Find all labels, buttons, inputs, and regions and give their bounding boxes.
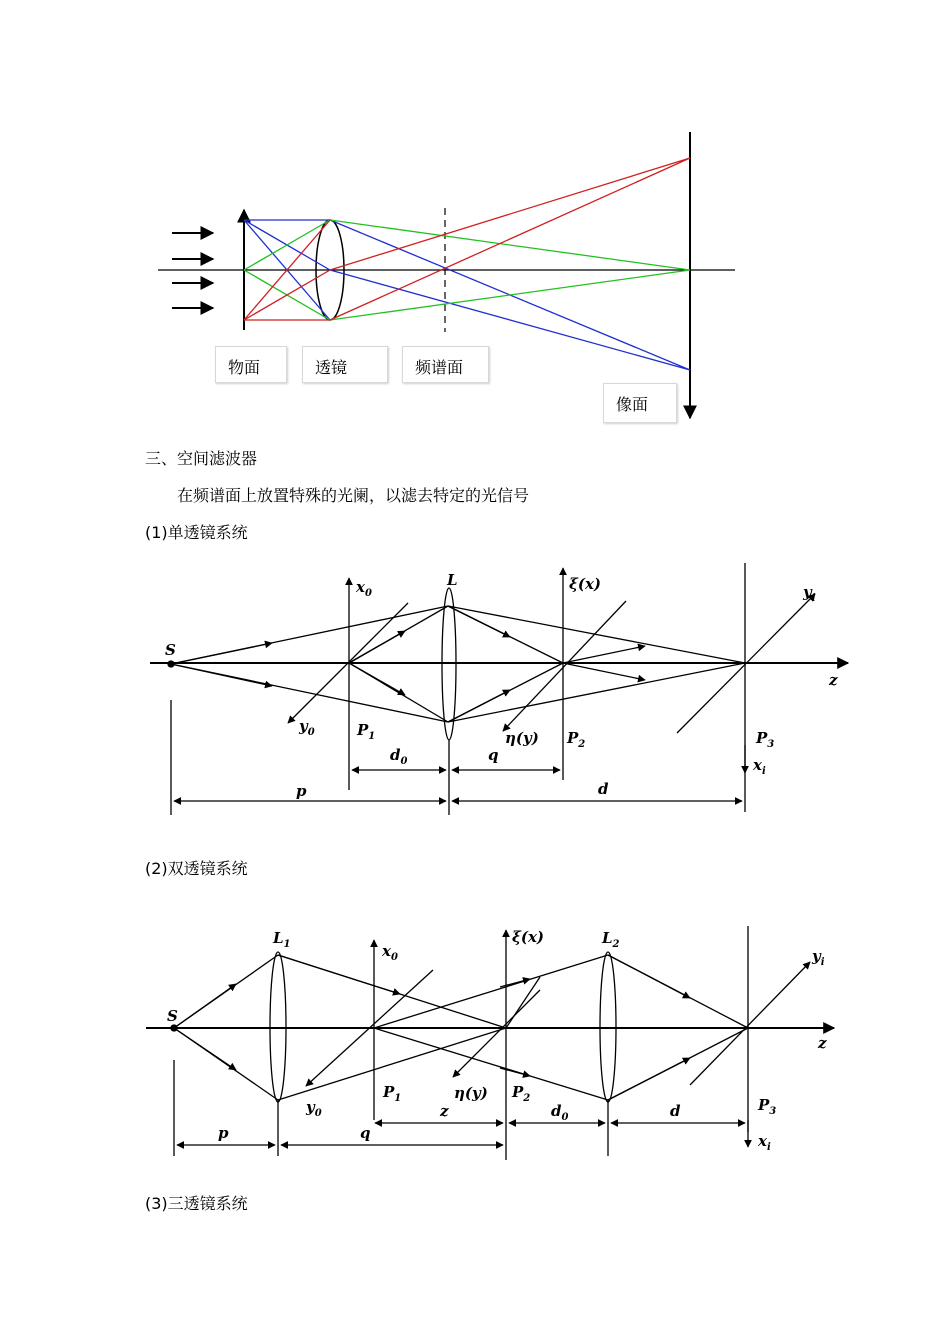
- section-heading: 三、空间滤波器: [145, 449, 258, 468]
- label-P2: $P_2$: [567, 729, 586, 750]
- subheading-single-lens: (1)单透镜系统: [145, 523, 248, 542]
- imaging-diagram: [0, 120, 950, 430]
- label-spectrum-plane: 频谱面: [402, 346, 489, 383]
- label-q: q: [488, 746, 499, 764]
- label-P3: $P_3$: [758, 1096, 777, 1117]
- label-object-plane: 物面: [215, 346, 287, 383]
- label-x0: $x_0$: [382, 942, 398, 963]
- label-p: p: [218, 1124, 229, 1142]
- label-L2: $L_2$: [602, 929, 620, 950]
- label-d: d: [598, 780, 609, 798]
- label-S: S: [167, 1007, 178, 1025]
- label-d0: $d_0$: [390, 746, 408, 767]
- label-L: L: [447, 571, 458, 589]
- label-q: q: [360, 1124, 371, 1142]
- label-y0: $y_0$: [306, 1098, 322, 1119]
- label-eta: η(y): [505, 729, 539, 747]
- label-P1: $P_1$: [357, 721, 376, 742]
- label-p: p: [296, 782, 307, 800]
- label-L1: $L_1$: [273, 929, 291, 950]
- intro-paragraph: 在频谱面上放置特殊的光阑，以滤去特定的光信号: [177, 486, 530, 505]
- label-yi: $y_i$: [812, 947, 825, 968]
- label-z: z: [818, 1034, 827, 1052]
- label-lens: 透镜: [302, 346, 388, 383]
- label-eta: η(y): [454, 1084, 488, 1102]
- label-S: S: [165, 641, 176, 659]
- subheading-double-lens: (2)双透镜系统: [145, 859, 248, 878]
- label-xi-title: ξ(x): [569, 575, 602, 593]
- double-lens-diagram: [0, 905, 950, 1175]
- label-P3: $P_3$: [756, 729, 775, 750]
- label-d0: $d_0$: [551, 1102, 569, 1123]
- label-xi: $x_i$: [753, 756, 766, 777]
- subheading-triple-lens: (3)三透镜系统: [145, 1194, 248, 1213]
- label-P2: $P_2$: [512, 1083, 531, 1104]
- single-lens-diagram: [0, 555, 950, 825]
- label-image-plane: 像面: [603, 383, 677, 423]
- label-x0: $x_0$: [356, 578, 372, 599]
- label-z: z: [829, 671, 838, 689]
- label-xi-title: ξ(x): [512, 928, 545, 946]
- label-P1: $P_1$: [383, 1083, 402, 1104]
- label-y0: $y_0$: [299, 717, 315, 738]
- label-zl: z: [440, 1102, 449, 1120]
- label-d: d: [670, 1102, 681, 1120]
- label-yi: $y_i$: [803, 583, 816, 604]
- label-xi: $x_i$: [758, 1132, 771, 1153]
